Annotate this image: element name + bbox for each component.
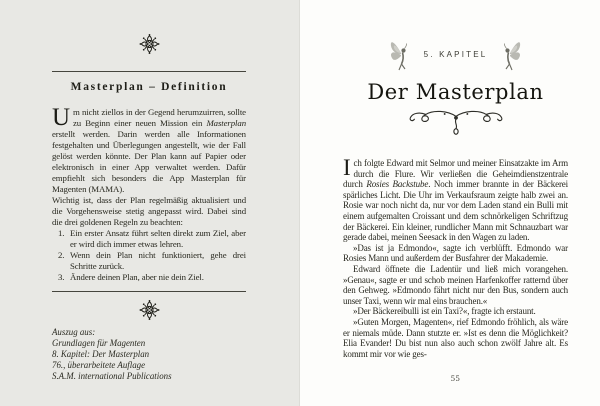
citation-line: 76., überarbeitete Auflage: [52, 360, 146, 370]
chapter-header: [343, 38, 568, 74]
section-divider-bottom: [52, 291, 246, 292]
paragraph: »Guten Morgen, Magenten«, rief Edmondo fröhlich, als wäre er niemals müde. Dann stutzte er. »Ist es denn die Möglichkeit? Elia Evander! Du bist nun also auch schon zwölf Jahre alt. Es kommt mir vor wie ges-: [343, 316, 568, 359]
flourish-ornament-icon: [343, 107, 568, 137]
golden-rule-item: [58, 228, 246, 250]
paragraph: »Der Bäckereibulli ist ein Taxi?«, fragte ich erstaunt.: [353, 306, 536, 317]
knot-ornament-icon: [52, 299, 246, 321]
citation-block: [52, 327, 172, 382]
drop-cap: U: [52, 104, 70, 131]
chapter-title: Der Masterplan: [367, 80, 544, 104]
rule-text: Ein erster Ansatz führt selten direkt zum Ziel, aber er wird dich immer etwas lehren.: [70, 228, 246, 249]
paragraph: »Das ist ja Edmondo«, sagte ich verblüfft. Edmondo war Rosies Mann und außerdem der Busfahrer der Makademie.: [343, 242, 568, 264]
golden-rule-item: [58, 250, 246, 272]
page-number: 55: [450, 373, 461, 383]
rule-number: 3.: [58, 272, 65, 282]
fairy-icon-right: [497, 39, 521, 73]
citation-line: 8. Kapitel: Der Masterplan: [52, 349, 150, 359]
chapter-label: 5. KAPITEL: [423, 49, 488, 59]
paragraph: Ich folgte Edward mit Selmor und meiner Einsatzakte im Arm durch die Flure. Wir verließen die Geheimdienstzentrale durch Rosies Backstube. Noch immer brannte in der Bäckerei spärliches Licht. Die Uhr im Verkaufsraum zeigte halb zwei an. Rosie war noch nicht da, nur vor dem Laden stand ein Bulli mit einem aufgemalten Croissant und dem schnörkeligen Schriftzug der Bäckerei. Ein kleiner, rundlicher Mann mit Schnauzbart war gerade dabei, meinen Seesack in den Wagen zu laden.: [343, 155, 568, 243]
citation-line: Grundlagen für Magenten: [52, 338, 146, 348]
rule-text: Wenn dein Plan nicht funktioniert, gehe drei Schritte zurück.: [70, 250, 246, 271]
definition-body: [52, 104, 246, 228]
drop-cap: I: [343, 155, 351, 180]
paragraph: Wichtig ist, dass der Plan regelmäßig aktualisiert und die Vorgehensweise stetig angepasst wird. Dabei sind die drei goldenen Regeln zu beachten:: [52, 195, 246, 227]
rule-number: 1.: [58, 228, 65, 238]
golden-rule-item: [58, 272, 246, 283]
rule-number: 2.: [58, 250, 65, 260]
paragraph: Edward öffnete die Ladentür und ließ mich vorangehen. »Genau«, sagte er und schob meinen Harfenkoffer ratternd über den Gehweg. »Edmondo fährt nicht nur den Bus, sondern auch unser Taxi, wenn wir mal eins brauchen.«: [343, 263, 568, 306]
definition-heading: Masterplan – Definition: [70, 81, 228, 93]
chapter-body: [343, 155, 568, 359]
fairy-icon-left: [390, 39, 414, 73]
citation-line: Auszug aus:: [52, 327, 96, 337]
section-divider-top: [52, 71, 246, 72]
right-page: [300, 0, 600, 406]
golden-rules-list: [52, 228, 246, 283]
citation-line: S.A.M. international Publications: [52, 371, 172, 381]
knot-ornament-icon: [52, 33, 246, 55]
paragraph: Um nicht ziellos in der Gegend herumzuirren, sollte zu Beginn einer neuen Mission ein Masterplan erstellt werden. Darin werden alle Informationen festgehalten und Überlegungen angestellt, wie der Fall gelöst werden könnte. Der Plan kann auf Papier oder elektronisch in einer App verwaltet werden. Dafür empfiehlt sich besonders die App Masterplan für Magenten (MAMA).: [52, 104, 246, 194]
rule-text: Ändere deinen Plan, aber nie dein Ziel.: [70, 272, 204, 282]
